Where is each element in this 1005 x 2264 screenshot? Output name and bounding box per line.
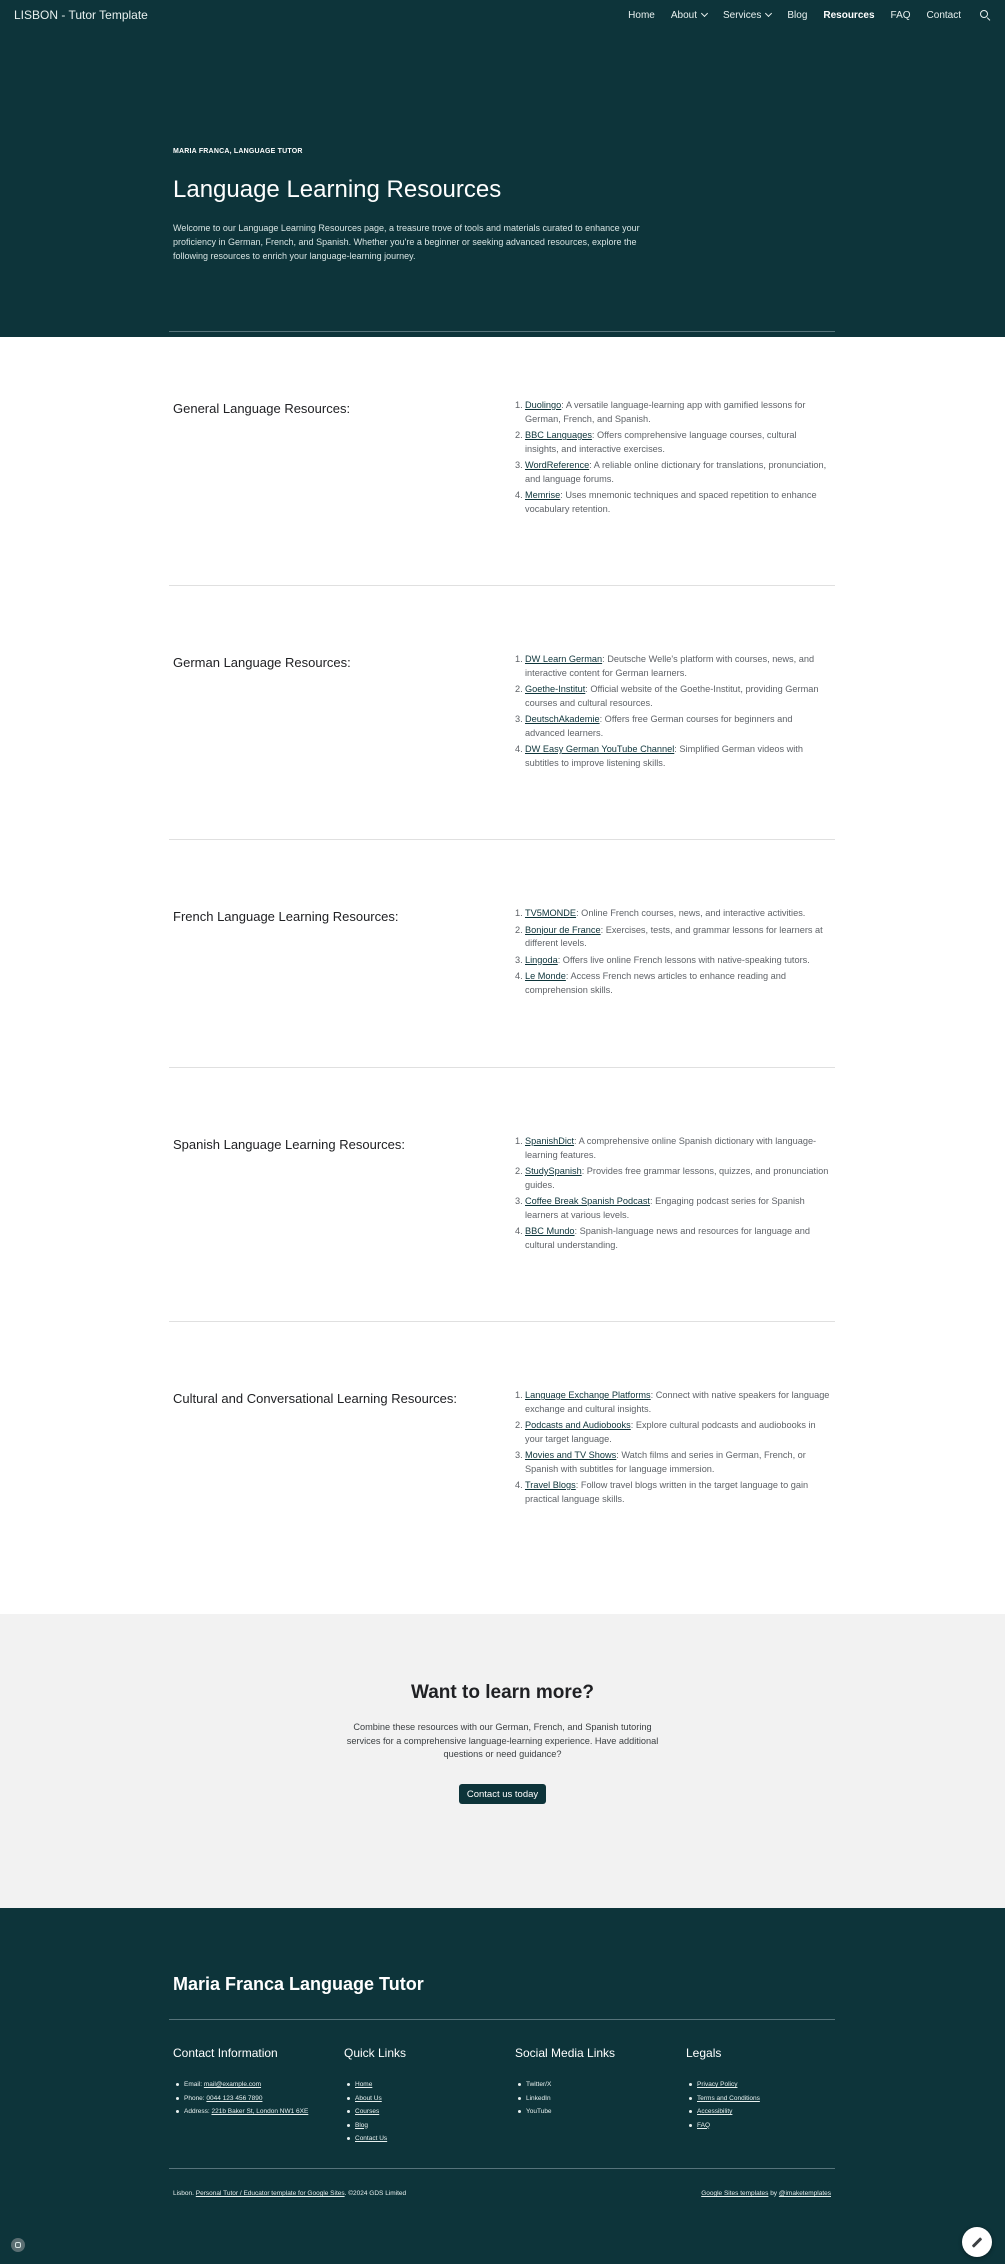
list-item: 2. StudySpanish: Provides free grammar lessons, quizzes, and pronunciation guides. (515, 1166, 829, 1190)
footer-column-title: Social Media Links (515, 2046, 616, 2060)
list-item: 1. TV5MONDE: Online French courses, news, and interactive activities. (515, 908, 806, 918)
top-nav (0, 0, 1005, 30)
list-item: 1. Language Exchange Platforms: Connect with native speakers for language exchange and cultural insights. (515, 1390, 830, 1414)
template-link[interactable]: Personal Tutor / Educator template for Google Sites (195, 2190, 345, 2197)
footer-column-title: Legals (686, 2046, 722, 2060)
footer-link-about[interactable]: About Us (355, 2094, 382, 2102)
section-heading: Spanish Language Learning Resources: (173, 1137, 406, 1152)
nav-item-resources[interactable]: Resources (823, 9, 875, 21)
resource-link[interactable]: Travel Blogs (525, 1480, 576, 1490)
footer-link-home[interactable]: Home (355, 2081, 373, 2088)
resource-link[interactable]: BBC Mundo (525, 1226, 575, 1236)
resource-link[interactable]: SpanishDict (525, 1136, 575, 1146)
contact-list (173, 2078, 333, 2119)
footer (0, 1908, 1005, 2264)
email-link[interactable]: mail@example.com (203, 2081, 262, 2088)
nav-item-home[interactable]: Home (628, 9, 655, 21)
nav-item-faq[interactable]: FAQ (890, 9, 911, 21)
footer-link-blog[interactable]: Blog (355, 2121, 369, 2129)
resource-link[interactable]: Podcasts and Audiobooks (525, 1420, 631, 1430)
footer-credit: Lisbon. Personal Tutor / Educator template for Google Sites. ©2024 GDS Limited (173, 2190, 407, 2197)
list-item: 2. Goethe-Institut: Official website of the Goethe-Institut, providing German courses and cultural resources. (515, 684, 819, 708)
cta-section (0, 1614, 1005, 1908)
cta-text: Combine these resources with our German, French, and Spanish tutoring services for a comprehensive language-learning experience. Have additional questions or need guidance? (346, 1722, 659, 1759)
nav-item-services[interactable]: Services (723, 10, 771, 21)
pencil-icon (972, 2237, 983, 2248)
list-item: 4. DW Easy German YouTube Channel: Simplified German videos with subtitles to improve listening skills. (515, 744, 803, 768)
camera-icon[interactable] (11, 2238, 25, 2252)
resource-list (515, 653, 830, 773)
list-item: 2. Bonjour de France: Exercises, tests, and grammar lessons for learners at different levels. (515, 924, 823, 948)
list-item: 1. SpanishDict: A comprehensive online Spanish dictionary with language-learning features. (515, 1136, 817, 1160)
resource-link[interactable]: Language Exchange Platforms (525, 1390, 651, 1400)
resource-link[interactable]: Duolingo (525, 400, 562, 410)
nav-item-blog[interactable]: Blog (787, 9, 808, 21)
footer-column-title: Quick Links (344, 2046, 407, 2060)
list-item: 3. Movies and TV Shows: Watch films and series in German, French, or Spanish with subtitles for language immersion. (515, 1450, 806, 1474)
hero-banner (0, 0, 1005, 337)
list-item (697, 2092, 846, 2106)
footer-credit-templates: Google Sites templates by @imaketemplates (701, 2190, 831, 2197)
imaketemplates-link[interactable]: @imaketemplates (778, 2190, 831, 2197)
footer-divider (169, 2168, 835, 2169)
list-item: 4. Le Monde: Access French news articles to enhance reading and comprehension skills. (515, 971, 786, 995)
cta-title: Want to learn more? (411, 1682, 594, 1703)
hero-divider (169, 331, 835, 332)
list-item: Email: mail@example.com (184, 2078, 333, 2092)
resource-link[interactable]: Goethe-Institut (525, 684, 586, 694)
page-title: Language Learning Resources (173, 176, 502, 203)
resource-link[interactable]: Lingoda (525, 954, 558, 965)
list-item: 1. DW Learn German: Deutsche Welle's platform with courses, news, and interactive content for German learners. (515, 654, 815, 678)
resource-link[interactable]: Bonjour de France (525, 924, 601, 935)
hero-eyebrow: MARIA FRANCA, LANGUAGE TUTOR (173, 148, 303, 155)
footer-link-contact[interactable]: Contact Us (355, 2135, 388, 2142)
resource-link[interactable]: DW Learn German (525, 654, 603, 664)
social-item-linkedin: LinkedIn (526, 2092, 675, 2106)
contact-us-button[interactable]: Contact us today (459, 1784, 546, 1804)
list-item (355, 2092, 504, 2106)
list-item (697, 2105, 846, 2119)
footer-link-privacy[interactable]: Privacy Policy (697, 2081, 738, 2088)
resource-link[interactable]: Coffee Break Spanish Podcast (525, 1196, 650, 1206)
resource-link[interactable]: WordReference (525, 460, 590, 470)
address-link[interactable]: 221b Baker St, London NW1 6XE (211, 2108, 309, 2115)
resource-list (515, 1135, 830, 1255)
list-item: Phone: 0044 123 456 7890 (184, 2092, 333, 2106)
section-spanish (0, 1067, 1005, 1321)
footer-link-courses[interactable]: Courses (355, 2108, 380, 2115)
resource-list (515, 1389, 830, 1509)
nav-item-contact[interactable]: Contact (926, 9, 961, 21)
resource-link[interactable]: BBC Languages (525, 430, 592, 440)
section-french (0, 839, 1005, 1067)
footer-link-faq[interactable]: FAQ (697, 2121, 711, 2129)
list-item (697, 2078, 846, 2092)
list-item: 1. Duolingo: A versatile language-learning app with gamified lessons for German, French, and Spanish. (515, 400, 806, 424)
social-list (515, 2078, 675, 2119)
footer-divider (169, 2019, 835, 2020)
section-heading: German Language Resources: (173, 655, 351, 670)
list-item (355, 2119, 504, 2133)
footer-column-title: Contact Information (173, 2046, 278, 2060)
list-item: 3. DeutschAkademie: Offers free German courses for beginners and advanced learners. (515, 714, 793, 738)
resource-list (515, 907, 830, 1000)
chevron-down-icon (765, 10, 772, 17)
section-general (0, 337, 1005, 585)
resource-link[interactable]: Movies and TV Shows (525, 1450, 617, 1460)
chevron-down-icon (701, 10, 708, 17)
section-heading: French Language Learning Resources: (173, 909, 399, 924)
nav-menu (628, 9, 991, 21)
section-cultural (0, 1321, 1005, 1614)
quick-links-list (344, 2078, 504, 2146)
section-heading: General Language Resources: (173, 401, 351, 416)
footer-brand: Maria Franca Language Tutor (173, 1974, 424, 1994)
google-sites-templates-link[interactable]: Google Sites templates (701, 2190, 769, 2197)
footer-link-accessibility[interactable]: Accessibility (697, 2108, 733, 2115)
list-item (355, 2078, 504, 2092)
footer-legals-column (686, 2046, 846, 2132)
list-item: Address: 221b Baker St, London NW1 6XE (184, 2105, 324, 2119)
resource-link[interactable]: DeutschAkademie (525, 714, 600, 724)
list-item: 3. Lingoda: Offers live online French lessons with native-speaking tutors. (515, 954, 810, 965)
list-item: 4. BBC Mundo: Spanish-language news and resources for language and cultural understanding. (515, 1226, 811, 1250)
legals-list (686, 2078, 846, 2132)
nav-item-about[interactable]: About (671, 10, 707, 21)
hero-intro: Welcome to our Language Learning Resources page, a treasure trove of tools and materials curated to enhance your proficiency in German, French, and Spanish. Whether you're a beginner or seeking advanced resources, explore the following resources to enrich your language-learning journey. (173, 223, 640, 261)
list-item: 2. Podcasts and Audiobooks: Explore cultural podcasts and audiobooks in your target language. (515, 1420, 816, 1444)
footer-quick-links-column (344, 2046, 504, 2146)
phone-link[interactable]: 0044 123 456 7890 (206, 2094, 263, 2102)
resource-link[interactable]: StudySpanish (525, 1166, 582, 1176)
resource-link[interactable]: TV5MONDE (525, 908, 577, 918)
resource-list (515, 399, 830, 519)
footer-link-terms[interactable]: Terms and Conditions (697, 2094, 760, 2102)
list-item: 2. BBC Languages: Offers comprehensive language courses, cultural insights, and interactive exercises. (515, 430, 797, 454)
search-icon[interactable] (979, 9, 991, 21)
footer-contact-column (173, 2046, 333, 2119)
resource-link[interactable]: Memrise (525, 490, 561, 500)
list-item (697, 2119, 846, 2133)
list-item (355, 2105, 504, 2119)
section-heading: Cultural and Conversational Learning Resources: (173, 1391, 457, 1406)
list-item: 3. WordReference: A reliable online dictionary for translations, pronunciation, and language forums. (515, 460, 827, 484)
resource-link[interactable]: Le Monde (525, 971, 566, 981)
resource-link[interactable]: DW Easy German YouTube Channel (525, 744, 675, 754)
social-item-youtube: YouTube (526, 2105, 675, 2119)
footer-social-column (515, 2046, 675, 2119)
social-item-twitter: Twitter/X (526, 2078, 675, 2092)
site-brand[interactable]: LISBON - Tutor Template (14, 8, 148, 22)
list-item (355, 2132, 504, 2146)
list-item: 4. Travel Blogs: Follow travel blogs written in the target language to gain practical language skills. (515, 1480, 809, 1504)
list-item: 3. Coffee Break Spanish Podcast: Engaging podcast series for Spanish learners at various levels. (515, 1196, 805, 1220)
list-item: 4. Memrise: Uses mnemonic techniques and spaced repetition to enhance vocabulary retention. (515, 490, 817, 514)
edit-button[interactable] (962, 2227, 992, 2257)
section-german (0, 585, 1005, 839)
